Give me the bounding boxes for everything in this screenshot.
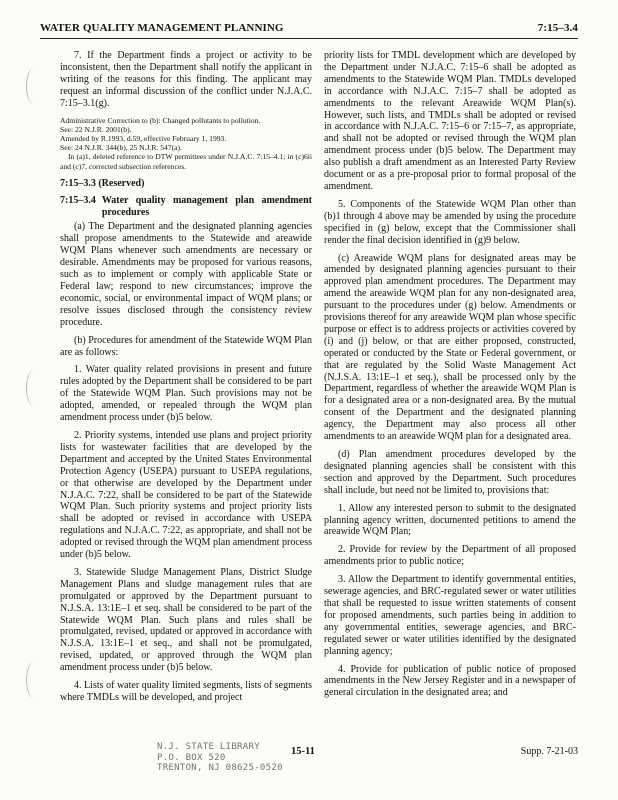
margin-binding-mark xyxy=(26,662,41,698)
history-note: Administrative Correction to (b): Changed pollutants to pollution. xyxy=(60,115,261,125)
section-title: Water quality management plan amendment procedures xyxy=(101,194,312,218)
header-section: 7:15–3.4 xyxy=(537,22,578,34)
history-note: In (a)1, deleted reference to DTW permittees under N.J.A.C. 7:15–4.1; in (c)6ii and (c)7, corrected subsection references. xyxy=(60,152,312,171)
stamp-line: TRENTON, NJ 08625-0520 xyxy=(157,763,283,773)
stamp-line: P.O. BOX 520 xyxy=(157,752,226,763)
header-rule xyxy=(40,38,578,39)
history-note: See: 22 N.J.R. 2001(b). xyxy=(60,124,132,134)
margin-binding-mark xyxy=(26,370,41,406)
history-note: Amended by R.1993, d.59, effective February 1, 1993. xyxy=(60,133,227,143)
subsection-d: (d) Plan amendment procedures developed by the designated planning agencies shall be consistent with this section and approved by the Department. Such procedures shall include, but need not be limited to, provisions that: xyxy=(324,449,576,496)
section-reserved: 7:15–3.3 (Reserved) xyxy=(60,177,145,189)
subsection-a: (a) The Department and the designated planning agencies shall propose amendments to the Statewide and areawide WQM Plans whenever such amendments are necessary or desirable. Amendments may be proposed for various reasons, such as to implement or comply with applicable State or Federal law; respond to new circumstances; improve the economic, social, or environmental impact of WQM plans; or resolve issues disclosed through the consistency review procedure. xyxy=(60,221,312,328)
subsection-b: (b) Procedures for amendment of the Statewide WQM Plan are as follows: xyxy=(60,334,312,358)
right-column xyxy=(324,50,576,705)
paragraph-b4-continued: priority lists for TMDL development which are developed by the Department under N.J.A.C. 7:15–6 shall be adopted as amendments to the Statewide WQM Plan. TMDLs developed in accordance with N.J.A.C. 7:15–7 shall be adopted as amendments to the relevant Areawide WQM Plan(s). However, such lists, and TMDLs shall be adopted or revised in accordance with N.J.A.C. 7:15–6 or 7:15–7, as appropriate, and shall not be adopted or revised through the WQM plan amendment process under (b)5 below. The Department may also publish a draft amendment as an Interested Party Review document or as a pre-proposal prior to formal proposal of the amendment. xyxy=(324,50,576,192)
paragraph-d1: 1. Allow any interested person to submit to the designated planning agency written, documented petitions to amend the areawide WQM Plan; xyxy=(324,502,576,538)
paragraph-b4: 4. Lists of water quality limited segments, lists of segments where TMDLs will be developed, and project xyxy=(60,680,312,703)
paragraph-b2: 2. Priority systems, intended use plans and project priority lists for wastewater facilities that are developed by the Department and accepted by the United States Environmental Protection Agency (USEPA) pursuant to USEPA regulations, or that otherwise are developed by the Department under N.J.A.C. 7:22, shall be considered to be part of the Statewide WQM Plan. Such priority systems and project priority lists shall be adopted or revised in accordance with USEPA regulations and N.J.A.C. 7:22, as appropriate, and shall not be adopted or revised through the WQM plan amendment process under (b)5 below. xyxy=(60,429,312,561)
page-footer xyxy=(40,742,578,790)
paragraph-b5: 5. Components of the Statewide WQM Plan other than (b)1 through 4 above may be amended by using the procedure specified in (g) below, except that the Commissioner shall render the final decision identified in (g)9 below. xyxy=(324,198,576,246)
supplement-date: Supp. 7-21-03 xyxy=(520,746,578,757)
running-header xyxy=(40,22,578,34)
library-stamp xyxy=(157,742,283,774)
subsection-c: (c) Areawide WQM plans for designated areas may be amended by designated planning agencies pursuant to their approved plan amendment procedures. The Department may amend the areawide WQM plan for any non-designated area, pursuant to the procedures under (g) below. Amendments or provisions thereof for any areawide WQM plan whose specific purpose or effect is to address projects or activities covered by (i) and (j) below, or that are either proposed, constructed, operated or conducted by the State or Federal government, or that are regulated by the Solid Waste Management Act (N.J.S.A. 13:1E–1 et seq.), shall be processed only by the Department, regardless of whether the areawide WQM Plan is for a designated area or a non-designated area. By the mutual consent of the Department and the designated planning agency, the Department may also process all other amendments to an areawide WQM plan for a designated area. xyxy=(324,252,576,443)
section-heading xyxy=(60,195,312,219)
paragraph-b3: 3. Statewide Sludge Management Plans, District Sludge Management Plans and sludge management rules that are promulgated or approved by the Department pursuant to N.J.S.A. 13:1E–1 et seq. shall be considered to be part of the Statewide WQM Plan. Such plans and rules shall be promulgated, revised, updated or approved in accordance with N.J.S.A. 13:1E–1 et seq., and shall not be promulgated, revised, updated, or approved through the WQM plan amendment process under (b)5 below. xyxy=(60,566,312,674)
paragraph-d4: 4. Provide for publication of public notice of proposed amendments in the New Jersey Register and in a newspaper of general circulation in the designated area; and xyxy=(324,663,576,699)
paragraph-d2: 2. Provide for review by the Department of all proposed amendments prior to public notice; xyxy=(324,544,576,568)
page-number: 15-11 xyxy=(291,746,315,757)
header-title: WATER QUALITY MANAGEMENT PLANNING xyxy=(40,22,284,34)
history-note: See: 24 N.J.R. 344(b), 25 N.J.R. 547(a). xyxy=(60,143,182,153)
left-column xyxy=(60,50,312,710)
margin-binding-mark xyxy=(26,68,41,104)
stamp-line: N.J. STATE LIBRARY xyxy=(157,742,260,752)
section-number: 7:15–3.4 xyxy=(60,194,96,206)
paragraph-7: 7. If the Department finds a project or activity to be inconsistent, then the Department shall notify the applicant in writing of the reasons for this finding. The applicant may request an informal discussion of the conflict under N.J.A.C. 7:15–3.1(g). xyxy=(60,50,312,109)
paragraph-d3: 3. Allow the Department to identify governmental entities, sewerage agencies, and BRC-regulated sewer or water utilities that shall be requested to issue written statements of consent for proposed amendments, such parties being in addition to any governmental entities, sewerage agencies, and BRC-regulated sewer or water utilities identified by the designated planning agency; xyxy=(324,574,576,657)
paragraph-b1: 1. Water quality related provisions in present and future rules adopted by the Department shall be considered to be part of the Statewide WQM Plan. Such provisions may not be adopted, amended, or repealed through the WQM plan amendment process under (b)5 below. xyxy=(60,364,312,424)
